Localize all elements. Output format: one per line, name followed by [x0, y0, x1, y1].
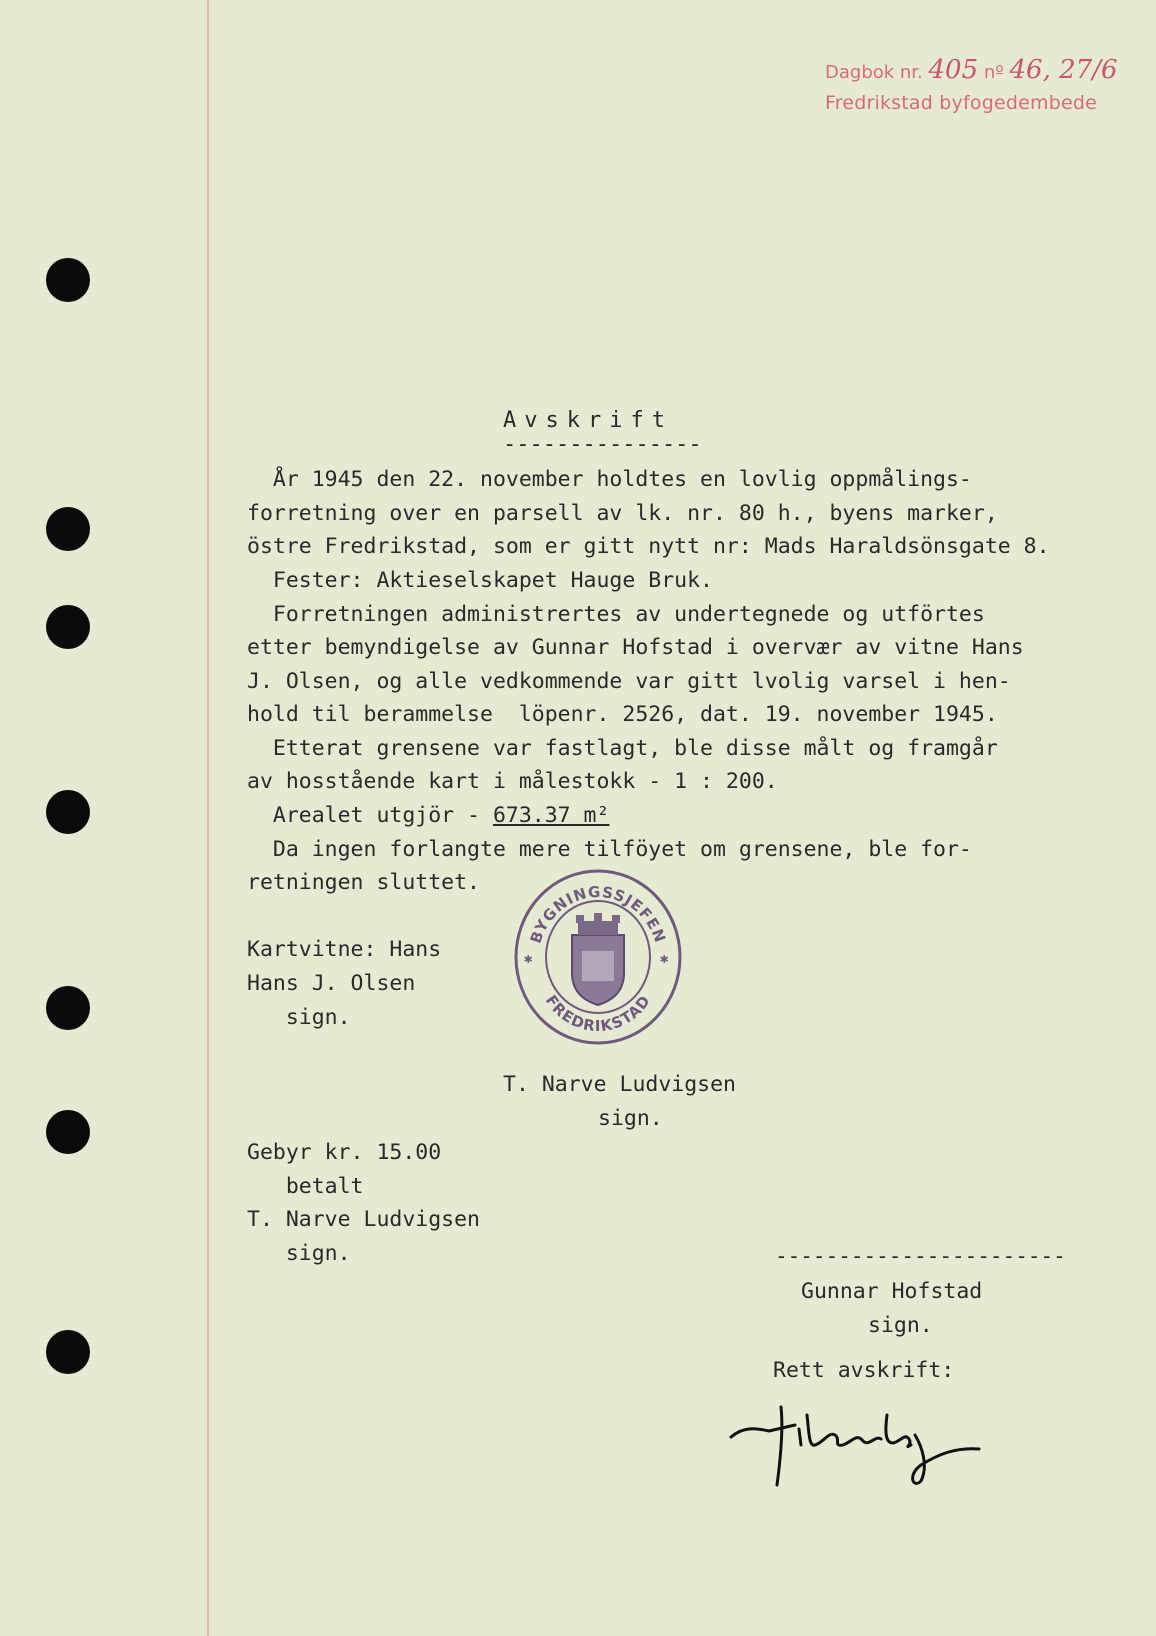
punch-hole	[46, 605, 90, 649]
surveyor-sign: sign.	[598, 1106, 663, 1131]
coat-of-arms-icon	[572, 913, 624, 1005]
fee-line: Gebyr kr. 15.00	[247, 1140, 442, 1165]
office-name: Fredrikstad byfogedembede	[825, 92, 1098, 114]
fee-line: betalt	[247, 1174, 364, 1199]
punch-hole	[46, 1110, 90, 1154]
area-label: Arealet utgjör -	[247, 803, 493, 828]
signature-dashes: -----------------------	[775, 1244, 1066, 1268]
area-line	[247, 802, 609, 830]
fee-line: sign.	[247, 1241, 351, 1266]
seal-bottom-path-text: FREDRIKSTAD	[541, 991, 655, 1036]
official-seal	[512, 865, 684, 1047]
judge-name: Gunnar Hofstad	[801, 1279, 983, 1304]
body-line: av hosstående kart i målestokk - 1 : 200.	[247, 769, 778, 794]
area-value: 673.37 m²	[492, 803, 610, 828]
body-line: År 1945 den 22. november holdtes en lovlig oppmålings-	[247, 467, 972, 492]
body-line: Forretningen administrertes av undertegnede og utförtes	[247, 602, 985, 627]
punch-hole	[46, 507, 90, 551]
title-rule: ---------------	[503, 432, 702, 457]
witness-line: Kartvitne: Hans	[247, 937, 442, 962]
body-line: Da ingen forlangte mere tilföyet om grensene, ble for-	[247, 837, 972, 862]
body-line: etter bemyndigelse av Gunnar Hofstad i overvær av vitne Hans	[247, 635, 1024, 660]
entry-number: 46, 27/6	[1009, 55, 1118, 85]
punch-hole	[46, 986, 90, 1030]
seal-star-icon: ✱	[660, 951, 669, 967]
surveyor-name: T. Narve Ludvigsen	[503, 1072, 736, 1097]
body-line: retningen sluttet.	[247, 870, 480, 895]
fee-line: T. Narve Ludvigsen	[247, 1207, 480, 1232]
punch-hole	[46, 790, 90, 834]
body-line: Etterat grensene var fastlagt, ble disse målt og framgår	[247, 736, 998, 761]
body-line: östre Fredrikstad, som er gitt nytt nr: Mads Haraldsönsgate 8.	[247, 534, 1050, 559]
number-label: nº	[983, 62, 1004, 83]
body-line: J. Olsen, og alle vedkommende var gitt lvolig varsel i hen-	[247, 669, 1011, 694]
seal-top-path-text: BYGNINGSSJEFEN	[526, 882, 670, 946]
handwritten-signature	[725, 1385, 985, 1495]
punch-hole	[46, 258, 90, 302]
registry-stamp	[825, 55, 1118, 118]
margin-line	[207, 0, 209, 1636]
body-line: forretning over en parsell av lk. nr. 80 h., byens marker,	[247, 501, 998, 526]
seal-star-icon: ✱	[524, 951, 533, 967]
body-line: hold til berammelse löpenr. 2526, dat. 19. november 1945.	[247, 702, 998, 727]
dagbok-number: 405	[928, 55, 979, 85]
document-title: Avskrift	[503, 408, 673, 433]
certified-copy-label: Rett avskrift:	[773, 1358, 955, 1383]
witness-line: sign.	[247, 1005, 351, 1030]
dagbok-label: Dagbok nr.	[825, 62, 923, 83]
witness-line: Hans J. Olsen	[247, 971, 416, 996]
punch-hole	[46, 1330, 90, 1374]
body-line: Fester: Aktieselskapet Hauge Bruk.	[247, 568, 713, 593]
judge-sign: sign.	[868, 1313, 933, 1338]
